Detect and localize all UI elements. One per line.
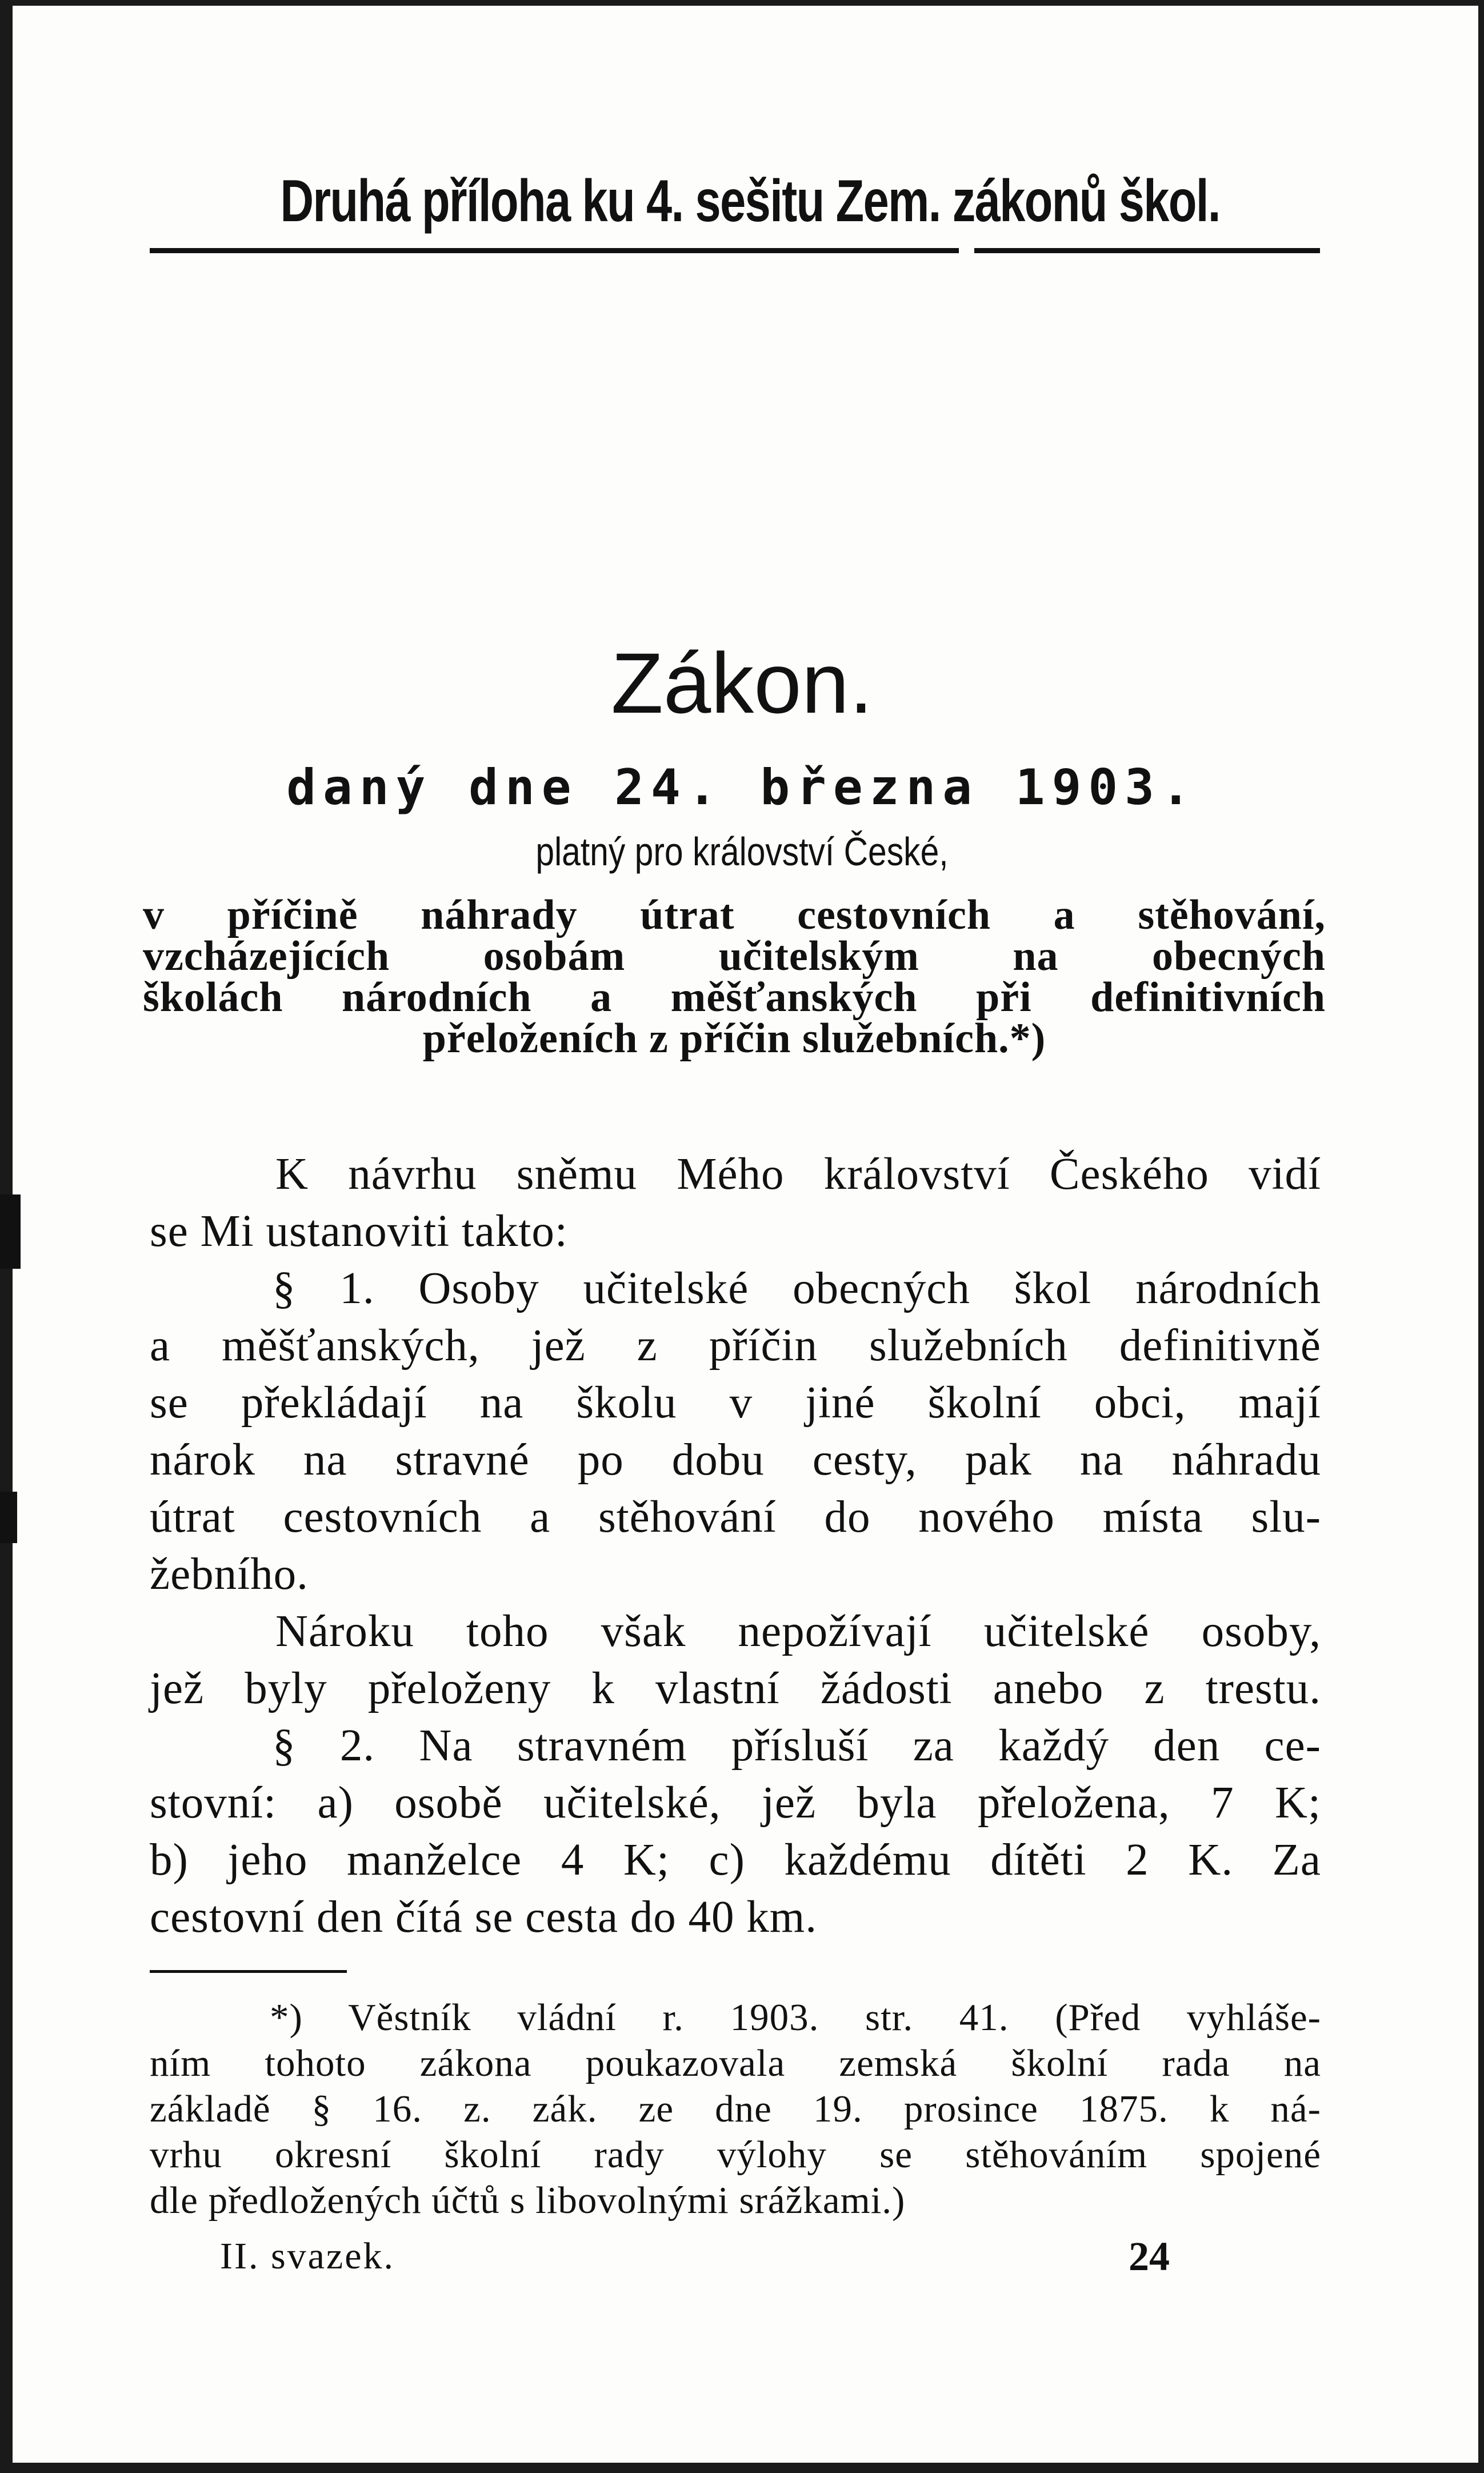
footnote-line: vrhu okresní školní rady výlohy se stěhováním spojené: [150, 2134, 1321, 2176]
law-date: daný dne 24. března 1903.: [286, 759, 1198, 816]
law-title: Zákon.: [611, 635, 873, 731]
body-line: K návrhu sněmu Mého království Českého vidí: [275, 1149, 1321, 1199]
body-line: § 2. Na stravném přísluší za každý den ce-: [273, 1721, 1321, 1771]
subject-line: v příčině náhrady útrat cestovních a stěhování,: [143, 892, 1326, 938]
body-line: žebního.: [150, 1549, 309, 1599]
header-underline: [150, 248, 959, 253]
header-underline: [974, 248, 1320, 253]
body-line: Nároku toho však nepožívají učitelské osoby,: [275, 1607, 1321, 1656]
subject-line: vzcházejících osobám učitelským na obecných: [143, 933, 1326, 980]
body-line: se Mi ustanoviti takto:: [150, 1206, 568, 1256]
law-body: [150, 1146, 1321, 1946]
body-line: se překládají na školu v jiné školní obci, mají: [150, 1378, 1321, 1428]
body-line: stovní: a) osobě učitelské, jež byla přeložena, 7 K;: [150, 1778, 1321, 1828]
subject-line: školách národních a měšťanských při definitivních: [143, 974, 1326, 1021]
body-line: b) jeho manželce 4 K; c) každému dítěti 2 K. Za: [150, 1835, 1321, 1885]
body-line: jež byly přeloženy k vlastní žádosti anebo z trestu.: [150, 1664, 1321, 1713]
footnote-line: základě § 16. z. zák. ze dne 19. prosince 1875. k ná-: [150, 2088, 1321, 2130]
body-line: § 1. Osoby učitelské obecných škol národních: [273, 1264, 1321, 1313]
volume-label: II. svazek.: [220, 2235, 395, 2277]
law-validity: platný pro království České,: [535, 829, 949, 874]
body-line: útrat cestovních a stěhování do nového místa slu-: [150, 1492, 1321, 1542]
body-line: cestovní den čítá se cesta do 40 km.: [150, 1892, 817, 1942]
footnote-line: dle předložených účtů s libovolnými srážkami.): [150, 2179, 906, 2222]
body-line: nárok na stravné po dobu cesty, pak na náhradu: [150, 1435, 1321, 1485]
footnote-line: *) Věstník vládní r. 1903. str. 41. (Před vyhláše-: [270, 1996, 1321, 2039]
header-title: Druhá příloha ku 4. sešitu Zem. zákonů škol.: [280, 168, 1220, 234]
body-line: a měšťanských, jež z příčin služebních definitivně: [150, 1321, 1321, 1371]
law-subject: [143, 892, 1326, 1062]
footnote-separator: [150, 1970, 347, 1973]
scan-edge-mark: [0, 1492, 17, 1543]
page-number: 24: [1129, 2234, 1170, 2279]
subject-line: přeloženích z příčin služebních.*): [422, 1015, 1046, 1062]
footnote-line: ním tohoto zákona poukazovala zemská školní rada na: [150, 2042, 1321, 2084]
footnote: [150, 1995, 1321, 2223]
scan-edge-mark: [0, 1194, 21, 1269]
